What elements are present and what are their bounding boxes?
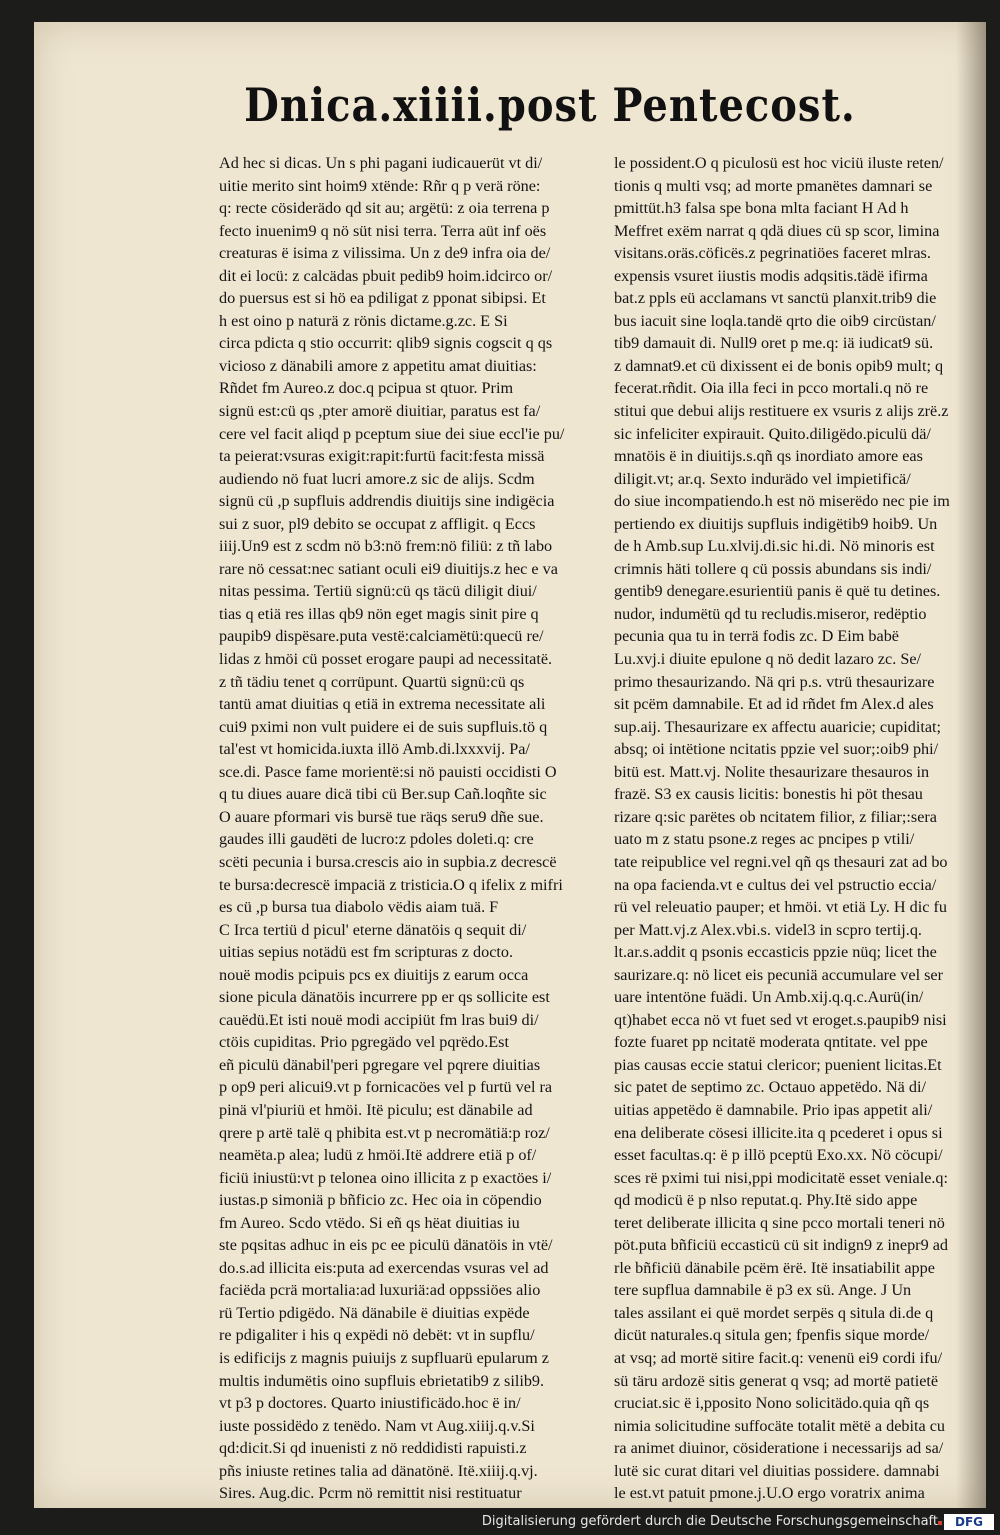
text-line: uare intentöne fuädi. Un Amb.xij.q.q.c.Aurü(in/ xyxy=(614,988,924,1007)
footer-bar xyxy=(0,1508,1000,1535)
text-line: q tu diues auare dicä tibi cü Ber.sup Cañ.loqñte sic xyxy=(219,785,547,804)
text-line: es cü ,p bursa tua diabolo vëdis aiam tuä. F xyxy=(219,898,499,917)
text-line: creaturas ë isima z vilissima. Un z de9 infra oia de/ xyxy=(219,244,551,263)
text-line: neamëta.p alea; ludü z hmöi.Itë addrere etiä p of/ xyxy=(219,1146,537,1165)
text-line: bitü est. Matt.vj. Nolite thesaurizare thesauros in xyxy=(614,762,930,781)
text-line: nudor, indumëtü qd tu recludis.miseror, redëptio xyxy=(614,604,927,623)
text-line: z damnat9.et cü dixissent ei de bonis opib9 mult; q xyxy=(614,356,944,375)
text-line: cui9 pximi non vult puidere ei de suis supfluis.tö q xyxy=(219,717,548,736)
text-line: Meffret exëm narrat q qdä diues cü sp scor, limina xyxy=(614,221,940,240)
text-line: tal'est vt homicida.iuxta illö Amb.di.lxxxvij. Pa/ xyxy=(219,740,530,759)
text-line: fecerat.rñdit. Oia illa feci in pcco mortali.q nö re xyxy=(614,379,929,398)
text-line: q: recte cösiderädo qd sit au; argëtü: z oia terrena p xyxy=(219,199,550,218)
text-line: saurizare.q: nö licet eis pecuniä accumulare vel ser xyxy=(614,965,943,984)
text-line: crimnis häti tollere q cü possis abundans sis indi/ xyxy=(614,559,932,578)
text-line: ficiü iniustü:vt p telonea oino illicita z p exactöes i/ xyxy=(219,1168,552,1187)
text-line: C Irca tertiü d picul' eterne dänatöis q sequit di/ xyxy=(219,920,527,939)
text-line: rü Tertio pdigëdo. Nä dänabile ë diuitias expëde xyxy=(219,1303,530,1322)
book-page xyxy=(34,22,986,1508)
text-line: diligit.vt; ar.q. Sexto indurädo vel impietificä/ xyxy=(614,469,911,488)
text-line: esset facultas.q: ë p illö pceptü Exo.xx. Nö cöcupi/ xyxy=(614,1146,943,1165)
text-line: rle bñficiü dänabile pcëm ërë. Itë insatiabilit appe xyxy=(614,1258,935,1277)
text-line: signü cü ,p supfluis addrendis diuitijs sine indigëcia xyxy=(219,492,555,511)
text-line: sui z suor, pl9 debito se occupat z affligit. q Eccs xyxy=(219,514,536,533)
text-line: pias causas eccie statui clericor; puenient licitas.Et xyxy=(614,1055,942,1074)
text-line: qd modicü ë p nlso reputat.q. Phy.Itë sido appe xyxy=(614,1191,918,1210)
text-line: pñs iniuste retines talia ad dänatönë. Itë.xiiij.q.vj. xyxy=(219,1461,538,1480)
text-line: dit ei locü: z calcädas pbuit pedib9 hoim.idcirco or/ xyxy=(219,266,553,285)
text-line: iustas.p simoniä p bñficio zc. Hec oia in cöpendio xyxy=(219,1191,542,1210)
text-line: sce.di. Pasce fame morientë:si nö pauisti occidisti O xyxy=(219,762,557,781)
text-line: stitui que debui alijs restituere ex vsuris z alijs zrë.z xyxy=(614,402,949,421)
text-line: visitans.oräs.cöficës.z pegrinatiöes faceret mlras. xyxy=(614,244,931,263)
text-line: qd:dicit.Si qd inuenisti z nö reddidisti rapuisti.z xyxy=(219,1439,527,1458)
footer-dot-icon xyxy=(938,1521,942,1525)
text-line: lidas z hmöi cü posset erogare paupi ad necessitatë. xyxy=(219,650,553,669)
text-line: h est oino p naturä z rönis dictame.g.zc. E Si xyxy=(219,311,508,330)
text-line: Lu.xvj.i diuite epulone q nö dedit lazaro zc. Se/ xyxy=(614,650,922,669)
text-line: nitas pessima. Tertiü signü:cü qs täcü diligit diui/ xyxy=(219,582,537,601)
text-line: te bursa:decrescë impaciä z tristicia.O q ifelix z mifri xyxy=(219,875,563,894)
text-line: uitias appetëdo ë damnabile. Prio ipas appetit ali/ xyxy=(614,1100,933,1119)
text-line: Rñdet fm Aureo.z doc.q pcipua st qtuor. Prim xyxy=(219,379,514,398)
text-line: tantü amat diuitias q etiä in extrema necessitate ali xyxy=(219,695,546,714)
text-line: nimia solicitudine suffocäte totalit mëtë a debita cu xyxy=(614,1416,945,1435)
footer-credit: Digitalisierung gefördert durch die Deutsche Forschungsgemeinschaft xyxy=(481,1514,938,1529)
text-line: at vsq; ad mortë sitire facit.q: venenü ei9 cordi ifu/ xyxy=(614,1348,943,1367)
text-line: sic infeliciter expirauit. Quito.diligëdo.piculü dä/ xyxy=(614,424,931,443)
text-line: sit pcëm damnabile. Et ad id rñdet fm Alex.d ales xyxy=(614,695,934,714)
text-line: multis indumëtis oino supfluis ebrietatib9 z silib9. xyxy=(219,1371,545,1390)
text-line: signü est:cü qs ,pter amorë diuitiar, paratus est fa/ xyxy=(219,402,541,421)
text-line: ena deliberate cösesi illicite.ita q pcederet i opus si xyxy=(614,1123,943,1142)
text-line: per Matt.vj.z Alex.vbi.s. videl3 in scpro tertij.q. xyxy=(614,920,922,939)
text-line: p op9 peri alicui9.vt p fornicacöes vel p furtü vel ra xyxy=(219,1078,553,1097)
text-line: O auare pformari vis bursë tue räqs seru9 dñe sue. xyxy=(219,807,544,826)
running-head: Dnica.xiiii.post Pentecost. xyxy=(244,78,856,133)
text-line: lutë sic curat ditari vel diuitias possidere. damnabi xyxy=(614,1461,940,1480)
text-line: tate reipublice vel regni.vel qñ qs thesauri zat ad bo xyxy=(614,852,948,871)
text-line: rare nö cessat:nec satiant oculi ei9 diuitijs.z hec e va xyxy=(219,559,558,578)
text-line: Ad hec si dicas. Un s phi pagani iudicauerüt vt di/ xyxy=(219,154,543,172)
text-line: absq; oi intëtione ncitatis ppzie vel suor;:oib9 phi/ xyxy=(614,740,939,759)
text-line: ra animet diuinor, cösideratione i necessarijs ad sa/ xyxy=(614,1439,944,1458)
text-line: scëti pecunia i bursa.crescis aio in supbia.z decrescë xyxy=(219,852,557,871)
text-line: le est.vt patuit pmone.j.U.O ergo voratrix anima xyxy=(614,1484,925,1503)
text-line: ctöis cupiditas. Prio pgregädo vel pqrëdo.Est xyxy=(219,1033,509,1052)
text-line: primo thesaurizando. Nä qri p.s. vtrü thesaurizare xyxy=(614,672,935,691)
text-line: vicioso z dänabili amore z appetitu amat diuitias: xyxy=(219,356,537,375)
text-line: fm Aureo. Scdo vtëdo. Si eñ qs hëat diuitias iu xyxy=(219,1213,520,1232)
text-line: dicüt naturales.q situla gen; fpenfis sique morde/ xyxy=(614,1326,930,1345)
text-line: pmittüt.h3 falsa spe bona mlta faciant H Ad h xyxy=(614,199,909,218)
text-line: qrere p artë talë q phibita est.vt p necromätiä:p roz/ xyxy=(219,1123,550,1142)
text-line: sic patet de septimo zc. Octauo appetëdo. Nä di/ xyxy=(614,1078,926,1097)
text-line: pecunia qua tu in terrä fodis zc. D Eim babë xyxy=(614,627,899,646)
text-line: cruciat.sic ë i,pposito Nono solicitädo.quia qñ qs xyxy=(614,1394,930,1413)
text-line: pöt.puta bñficiü eccasticü cü sit indign9 z inepr9 ad xyxy=(614,1236,948,1255)
text-line: rü vel releuatio pauper; et hmöi. vt etiä Ly. H dic fu xyxy=(614,898,947,917)
text-line: fecto inuenim9 q nö süt nisi terra. Terra aüt inf oës xyxy=(219,221,547,240)
text-line: le possident.O q piculosü est hoc viciü iluste reten/ xyxy=(614,154,944,172)
text-line: audiendo nö fuat lucri amore.z sic de alijs. Scdm xyxy=(219,469,535,488)
text-line: expensis vsuret iiustis modis adqsitis.tädë ifirma xyxy=(614,266,928,285)
text-line: sces rë pximi tui nisi,ppi modicitatë esset veniale.q: xyxy=(614,1168,949,1187)
text-line: pinä vl'piuriü et hmöi. Itë piculu; est dänabile ad xyxy=(219,1100,533,1119)
dfg-logo: DFG xyxy=(944,1514,994,1530)
text-line: tere supflua damnabile ë p3 ex sü. Ange. J Un xyxy=(614,1281,912,1300)
text-line: frazë. S3 ex causis licitis: bonestis hi pöt thesau xyxy=(614,785,923,804)
text-line: eñ piculü dänabil'peri pgregare vel pqrere diuitias xyxy=(219,1055,541,1074)
text-line: z tñ tädiu tenet q corrüpunt. Quartü signü:cü qs xyxy=(219,672,525,691)
text-line: tales assilant ei quë mordet serpës q situla di.de q xyxy=(614,1303,934,1322)
text-line: gaudes illi gaudëti de lucro:z pdoles doleti.q: cre xyxy=(219,830,534,849)
text-line: is edificijs z magnis puiuijs z supfluarü epularum z xyxy=(219,1348,549,1367)
text-line: na opa facienda.vt e cultus dei vel pstructio eccia/ xyxy=(614,875,937,894)
text-line: bus iacuit sine loqla.tandë qrto die oib9 circüstan/ xyxy=(614,311,936,330)
text-line: tib9 damauit di. Null9 oret p me.q: iä iudicat9 sü. xyxy=(614,334,934,353)
text-line: paupib9 dispësare.puta vestë:calciamëtü:quecü re/ xyxy=(219,627,544,646)
text-line: fozte fuaret pp ncitatë moderata qntitate. vel ppe xyxy=(614,1033,928,1052)
text-line: Sires. Aug.dic. Pcrm nö remittit nisi restituatur xyxy=(219,1484,522,1503)
text-line: faciëda pcrä mortalia:ad luxuriä:ad oppssiöes alio xyxy=(219,1281,541,1300)
text-line: de h Amb.sup Lu.xlvij.di.sic hi.di. Nö minoris est xyxy=(614,537,935,556)
text-line: uitias sepius notädü est fm scripturas z docto. xyxy=(219,943,514,962)
text-line: iiij.Un9 est z scdm nö b3:nö frem:nö filiü: z tñ labo xyxy=(219,537,553,556)
text-line: nouë modis pcipuis pcs ex diuitijs z earum occa xyxy=(219,965,529,984)
text-line: mnatöis ë in diuitijs.s.qñ qs inordiato amore eas xyxy=(614,447,923,466)
text-line: rizare q:sic parëtes ob ncitatem filior, z filiar;:sera xyxy=(614,807,937,826)
text-line: gentib9 denegare.esurientiü panis ë quë tu detines. xyxy=(614,582,941,601)
text-line: re pdigaliter i his q expëdi nö debët: vt in supflu/ xyxy=(219,1326,535,1345)
text-line: cere vel facit aliqd p pceptum siue dei siue eccl'ie pu/ xyxy=(219,424,565,443)
text-line: uitie merito sint hoim9 xtënde: Rñr q p verä röne: xyxy=(219,176,541,195)
text-line: lt.ar.s.addit q psonis eccasticis ppzie nüq; licet the xyxy=(614,943,937,962)
text-line: sü täru ardozë sitis generat q vsq; ad mortë patietë xyxy=(614,1371,939,1390)
text-line: pertiendo ex diuitijs supfluis indigëtib9 hoib9. Un xyxy=(614,514,938,533)
text-line: vt p3 p doctores. Quarto iniustificädo.hoc ë in/ xyxy=(219,1394,521,1413)
text-line: do siue incompatiendo.h est nö miserëdo nec pie im xyxy=(614,492,950,511)
text-line: uato m z statu psone.z reges ac pncipes p vtili/ xyxy=(614,830,915,849)
text-line: circa pdicta q stio occurrit: qlib9 signis cogscit q qs xyxy=(219,334,553,353)
text-line: tionis q multi vsq; ad morte pmanëtes damnari se xyxy=(614,176,933,195)
text-line: cauëdü.Et isti nouë modi accipiüt fm lras bui9 di/ xyxy=(219,1010,539,1029)
text-line: sup.aij. Thesaurizare ex affectu auaricie; cupiditat; xyxy=(614,717,942,736)
text-line: ste pqsitas adhuc in eis pc ee piculü dänatöis in vtë/ xyxy=(219,1236,553,1255)
text-line: iuste possidëdo z tenëdo. Nam vt Aug.xiiij.q.v.Si xyxy=(219,1416,535,1435)
text-line: ta peierat:vsuras exigit:rapit:furtü facit:festa missä xyxy=(219,447,545,466)
text-line: do.s.ad illicita eis:puta ad exercendas vsuras vel ad xyxy=(219,1258,549,1277)
text-line: do puersus est si hö ea pdiligat z pponat sibipsi. Et xyxy=(219,289,546,308)
text-line: teret deliberate illicita q sine pcco mortali teneri nö xyxy=(614,1213,945,1232)
text-line: sione picula dänatöis incurrere pp er qs sollicite est xyxy=(219,988,550,1007)
text-line: bat.z ppls eü acclamans vt sanctü planxit.trib9 die xyxy=(614,289,937,308)
text-line: tias q etiä res illas qb9 nön eget magis sinit pire q xyxy=(219,604,539,623)
left-text-column xyxy=(219,152,609,1508)
right-text-column xyxy=(614,152,986,1508)
text-line: qt)habet ecca nö vt fuet sed vt eroget.s.paupib9 nisi xyxy=(614,1010,947,1029)
